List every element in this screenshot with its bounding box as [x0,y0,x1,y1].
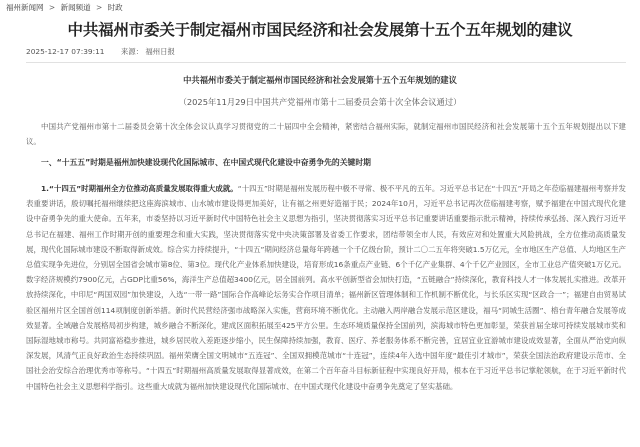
article-meta [26,46,175,57]
intro-paragraph: 中国共产党福州市第十二届委员会第十次全体会议认真学习贯彻党的二十届四中全会精神，紧密结合福州实际，就制定福州市国民经济和社会发展第十五个五年规划提出以下建议。 [26,122,626,147]
document-subtitle: （2025年11月29日中国共产党福州市第十二届委员会第十次全体会议通过） [178,97,462,107]
breadcrumb-separator: > [95,3,103,12]
article-source: 来源： 福州日报 [120,47,175,56]
paragraph-text: “十四五”时期是福州发展历程中极不寻常、极不平凡的五年。习近平总书记在“十四五”开局之年莅临福建福州考察并发表重要讲话，殷切嘱托福州继续把这座海滨城市、山水城市建设得更加美好，让有福之州更好造福于民；2024年10月，习近平总书记再次莅临福建考察，赋予福建在中国式现代化建设中奋勇争先的重大使命。五年来，市委坚持以习近平新时代中国特色社会主义思想为指引，坚决贯彻落实习近平总书记重要讲话重要指示批示精神，持续传承弘扬、深入践行习近平总书记在福建、福州工作时期开创的重要理念和重大实践，坚决贯彻落实党中央决策部署及省委工作要求，团结带领全市人民，有效应对和处置重大风险挑战，全方位推动高质量发展，现代化国际城市建设不断取得新成效。综合实力持续提升，“十四五”期间经济总量每年跨越一个千亿级台阶，预计二〇二五年将突破1.5万亿元，全市地区生产总值、人均地区生产总值实现争先进位，分别居全国省会城市第8位、第3位。现代化产业体系加快建设，培育形成16条重点产业链、6个千亿产业集群、4个千亿产业园区，全市工业总产值突破1万亿元。数字经济规模约7900亿元，占GDP比重56%，海洋生产总值超3400亿元，居全国前列。高水平创新型省会加快打造，“五链融合”持续深化，教育科技人才一体发展扎实推进。改革开放持续深化，中印尼“两国双园”加快建设，入选“一带一路”国际合作高峰论坛务实合作项目清单；福州新区管理体制和工作机制不断优化，与长乐区实现“区政合一”；福建自由贸易试验区福州片区全国首创114项制度创新举措。新时代民营经济强市战略深入实施，营商环境不断优化。主动融入两岸融合发展示范区建设，福马“同城生活圈”、榕台青年融合发展等成效显著。全域融合发展格局初步构建，城乡融合不断深化，建成区面积拓展至425平方公里。生态环境质量保持全国前列，滨海城市特色更加彰显，荣获首届全球可持续发展城市奖和国际湿地城市称号。共同富裕稳步推进，城乡居民收入差距逐步缩小，民生保障持续加强，教育、医疗、养老服务体系不断完善，宜居宜业宜游城市建设成效显著，全面从严治党向纵深发展，风清气正良好政治生态持续巩固。福州荣膺全国文明城市“五连冠”、全国双拥模范城市“十连冠”，连续4年入选中国年度“最佳引才城市”，荣获全国法治政府建设示范市、全国社会治安综合治理优秀市等称号。“十四五”时期福州高质量发展取得显著成效，在第二个百年奋斗目标新征程中实现良好开局，根本在于习近平总书记掌舵领航，在于习近平新时代中国特色社会主义思想科学指引。这些重大成就为福州加快建设现代化国际城市、在中国式现代化建设中奋勇争先奠定了坚实基础。 [26,184,626,391]
headline-container [0,16,640,40]
section-heading: 一、“十五五”时期是福州加快建设现代化国际城市、在中国式现代化建设中奋勇争先的关键时期 [41,158,371,167]
article-datetime: 2025-12-17 07:39:11 [26,47,105,56]
breadcrumb [0,0,640,16]
article-headline: 中共福州市委关于制定福州市国民经济和社会发展第十五个五年规划的建议 [67,21,573,39]
paragraph-lead: 1.“十四五”时期福州全方位推动高质量发展取得重大成就。 [41,184,238,193]
breadcrumb-link-politics[interactable]: 时政 [107,3,123,12]
divider [26,62,626,63]
document-title: 中共福州市委关于制定福州市国民经济和社会发展第十五个五年规划的建议 [183,75,457,85]
breadcrumb-link-home[interactable]: 福州新闻网 [6,3,44,12]
breadcrumb-link-news-channel[interactable]: 新闻频道 [60,3,91,12]
breadcrumb-separator: > [48,3,56,12]
body-paragraph [26,181,626,447]
